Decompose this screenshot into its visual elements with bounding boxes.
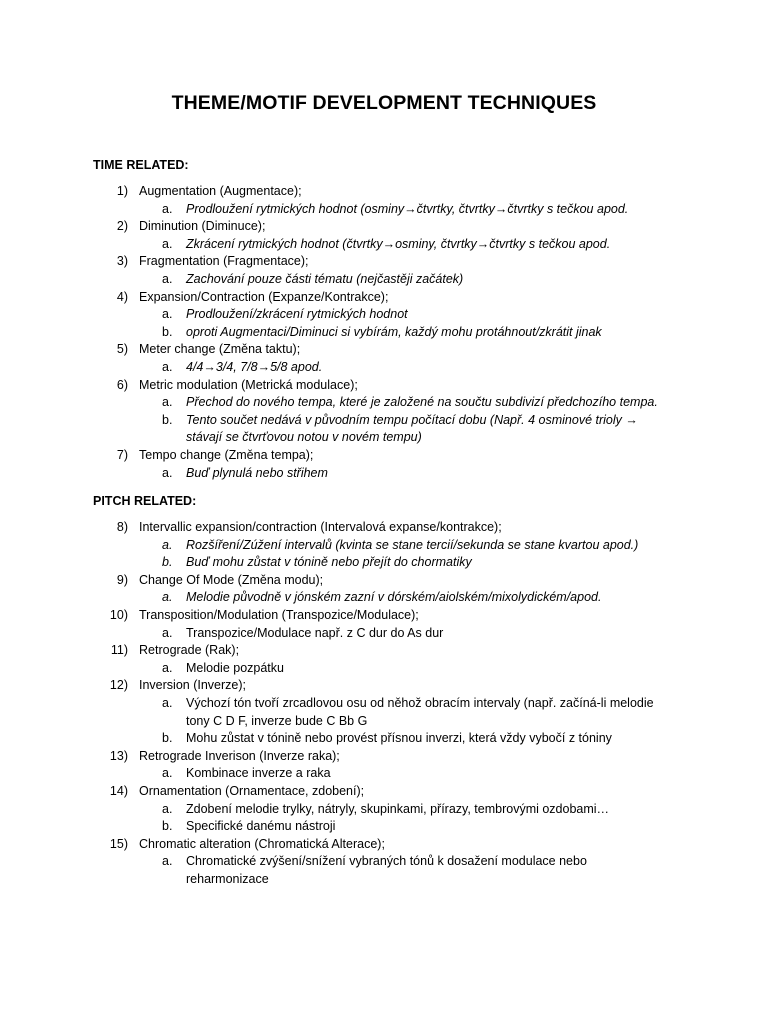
sub-item-text: oproti Augmentaci/Diminuci si vybírám, každý mohu protáhnout/zkrátit jinak <box>186 324 602 339</box>
sub-item-text: Rozšíření/Zúžení intervalů (kvinta se stane tercií/sekunda se stane kvartou apod.) <box>186 537 639 552</box>
sub-item-text: Transpozice/Modulace např. z C dur do As dur <box>186 625 444 640</box>
sub-item-text: Prodloužení/zkrácení rytmických hodnot <box>186 307 408 322</box>
sub-item <box>0 465 768 483</box>
item-text: Inversion (Inverze); <box>139 678 246 693</box>
item-text: Retrograde (Rak); <box>139 643 240 658</box>
sub-item <box>0 324 768 342</box>
item-number: 15) <box>109 836 128 851</box>
sub-item-text: Zachování pouze části tématu (nejčastěji začátek) <box>186 271 464 286</box>
item-number: 14) <box>109 783 128 798</box>
sub-item-text: Melodie pozpátku <box>186 660 284 675</box>
item-text: Chromatic alteration (Chromatická Alterace); <box>139 836 385 851</box>
sub-item <box>0 554 768 572</box>
item-number: 5) <box>116 342 128 357</box>
sub-item-letter: a. <box>162 695 173 710</box>
sub-item-text: Buď plynulá nebo střihem <box>186 465 328 480</box>
sub-item-letter: a. <box>162 854 173 869</box>
list-item <box>0 572 768 590</box>
item-text: Ornamentation (Ornamentace, zdobení); <box>139 783 365 798</box>
sub-item-letter: a. <box>162 307 173 322</box>
sub-item-text: Melodie původně v jónském zazní v dórském/aiolském/mixolydickém/apod. <box>186 590 602 605</box>
sub-item-letter: a. <box>162 537 173 552</box>
sub-item-letter: a. <box>162 236 173 251</box>
item-text: Tempo change (Změna tempa); <box>139 447 314 462</box>
item-number: 9) <box>116 572 128 587</box>
item-text: Metric modulation (Metrická modulace); <box>139 377 358 392</box>
item-number: 4) <box>116 289 128 304</box>
sub-item <box>0 801 768 819</box>
section-heading-time: TIME RELATED: <box>93 158 189 172</box>
sub-item <box>0 236 768 254</box>
item-text: Diminution (Diminuce); <box>139 219 266 234</box>
section-heading-pitch: PITCH RELATED: <box>93 494 197 508</box>
item-text: Augmentation (Augmentace); <box>139 184 302 198</box>
sub-item-text: reharmonizace <box>186 871 269 886</box>
sub-item-text: Buď mohu zůstat v tónině nebo přejít do chormatiky <box>186 555 472 570</box>
sub-item-text: Přechod do nového tempa, které je založené na součtu subdivizí předchozího tempa. <box>186 395 658 410</box>
sub-item-text: tony C D F, inverze bude C Bb G <box>186 713 368 728</box>
sub-item-letter: b. <box>162 819 173 834</box>
sub-item <box>0 589 768 607</box>
item-number: 1) <box>116 184 128 198</box>
sub-item <box>0 695 768 730</box>
sub-item-letter: a. <box>162 625 173 640</box>
list-item <box>0 341 768 359</box>
sub-item-text: stávají se čtvrťovou notou v novém tempu) <box>186 430 422 445</box>
sub-item <box>0 625 768 643</box>
item-number: 13) <box>109 748 128 763</box>
sub-item-text: Výchozí tón tvoří zrcadlovou osu od něhož obracím intervaly (např. začíná-li melodie <box>186 695 654 710</box>
item-text: Intervallic expansion/contraction (Intervalová expanse/kontrakce); <box>139 520 502 534</box>
sub-item-letter: a. <box>162 271 173 286</box>
sub-item-text: Chromatické zvýšení/snížení vybraných tónů k dosažení modulace nebo <box>186 854 587 869</box>
item-number: 3) <box>116 254 128 269</box>
list-item <box>0 289 768 307</box>
item-number: 8) <box>116 520 128 534</box>
sub-item-text: Kombinace inverze a raka <box>186 766 331 781</box>
list-item <box>0 447 768 465</box>
sub-item-letter: b. <box>162 324 173 339</box>
list-item <box>0 642 768 660</box>
sub-item <box>0 412 768 447</box>
item-text: Retrograde Inverison (Inverze raka); <box>139 748 340 763</box>
item-number: 11) <box>110 643 128 658</box>
sub-item-text: 4/4→3/4, 7/8→5/8 apod. <box>186 359 323 374</box>
list-item <box>0 677 768 695</box>
item-text: Expansion/Contraction (Expanze/Kontrakce); <box>139 289 389 304</box>
sub-item <box>0 359 768 377</box>
sub-item-text: Zdobení melodie trylky, nátryly, skupinkami, přírazy, tembrovými ozdobami… <box>186 801 610 816</box>
sub-item <box>0 271 768 289</box>
sub-item-letter: a. <box>162 660 173 675</box>
document-title: THEME/MOTIF DEVELOPMENT TECHNIQUES <box>171 92 597 114</box>
sub-item-letter: a. <box>162 766 173 781</box>
sub-item-letter: b. <box>162 412 173 427</box>
list-item <box>0 836 768 854</box>
sub-item-letter: b. <box>162 731 173 746</box>
item-number: 12) <box>109 678 128 693</box>
list-item <box>0 253 768 271</box>
sub-item-text: Tento součet nedává v původním tempu počítací dobu (Např. 4 osminové trioly → <box>186 412 638 427</box>
list-item <box>0 748 768 766</box>
sub-item <box>0 765 768 783</box>
sub-item <box>0 818 768 836</box>
sub-item-text: Prodloužení rytmických hodnot (osminy→čtvrtky, čtvrtky→čtvrtky s tečkou apod. <box>186 201 629 216</box>
item-text: Meter change (Změna taktu); <box>139 342 301 357</box>
sub-item <box>0 394 768 412</box>
item-text: Fragmentation (Fragmentace); <box>139 254 309 269</box>
list-item <box>0 377 768 395</box>
sub-item <box>0 201 768 219</box>
sub-item-text: Mohu zůstat v tónině nebo provést přísnou inverzi, která vždy vybočí z tóniny <box>186 731 612 746</box>
list-item <box>0 183 768 201</box>
sub-item-letter: a. <box>162 359 173 374</box>
sub-item-letter: a. <box>162 590 173 605</box>
sub-item-letter: a. <box>162 801 173 816</box>
list-item <box>0 218 768 236</box>
list-item <box>0 783 768 801</box>
sub-item <box>0 730 768 748</box>
pitch-related-list <box>0 519 768 888</box>
sub-item-text: Specifické danému nástroji <box>186 819 336 834</box>
list-item <box>0 519 768 537</box>
item-number: 10) <box>109 607 128 622</box>
item-text: Change Of Mode (Změna modu); <box>139 572 324 587</box>
sub-item <box>0 537 768 555</box>
sub-item-letter: a. <box>162 395 173 410</box>
sub-item <box>0 660 768 678</box>
item-number: 7) <box>116 447 128 462</box>
sub-item-text: Zkrácení rytmických hodnot (čtvrtky→osminy, čtvrtky→čtvrtky s tečkou apod. <box>186 236 611 251</box>
item-number: 2) <box>116 219 128 234</box>
sub-item-letter: a. <box>162 465 173 480</box>
item-text: Transposition/Modulation (Transpozice/Modulace); <box>139 607 419 622</box>
sub-item <box>0 853 768 888</box>
sub-item-letter: a. <box>162 201 173 216</box>
sub-item <box>0 306 768 324</box>
sub-item-letter: b. <box>162 555 173 570</box>
item-number: 6) <box>116 377 128 392</box>
list-item <box>0 607 768 625</box>
time-related-list <box>0 183 768 482</box>
